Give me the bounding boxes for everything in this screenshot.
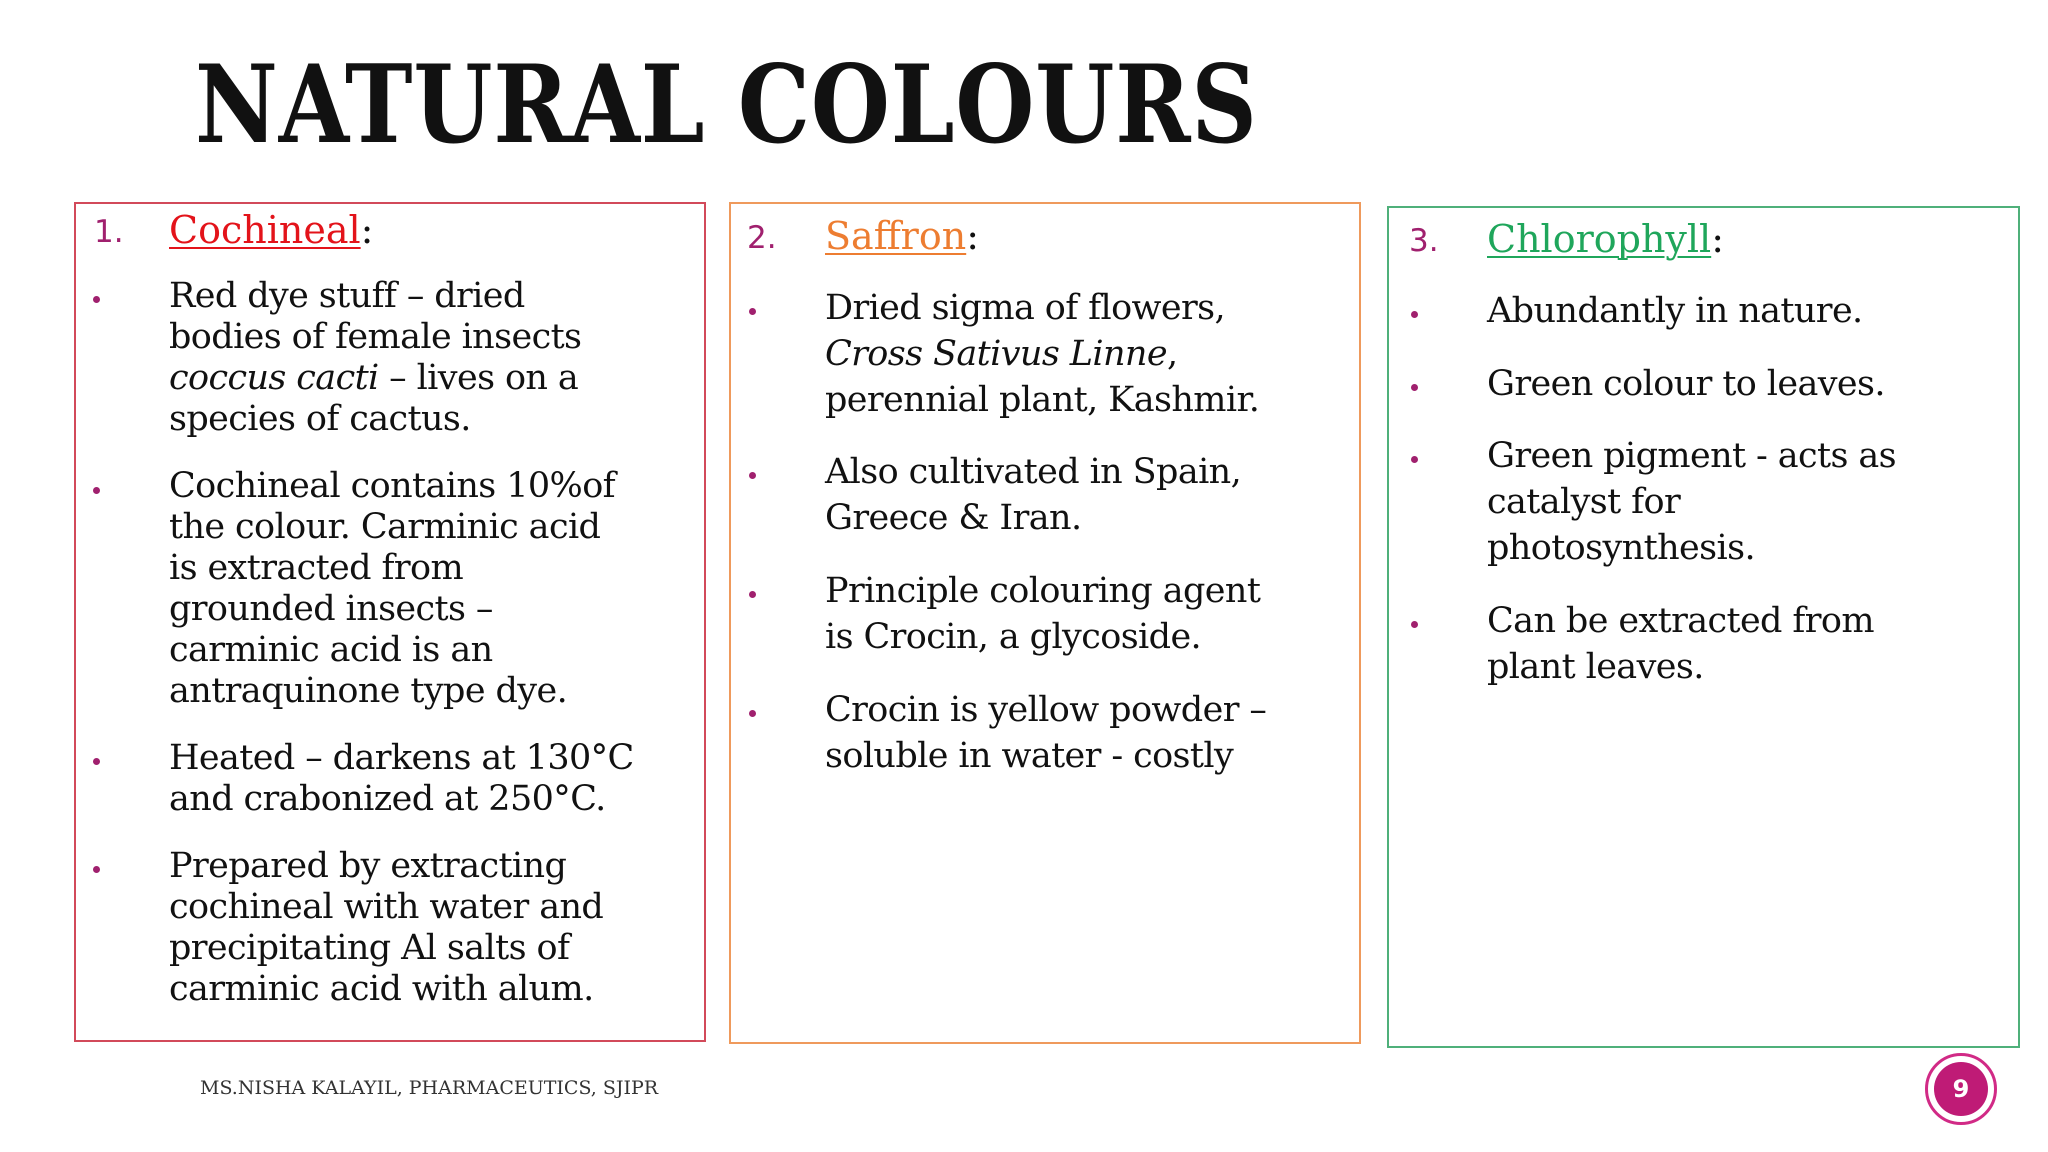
chlorophyll-heading[interactable] [1487,215,1724,263]
bullet-line: carminic acid is an [169,630,493,670]
species-name: Cross Sativus Linne [825,334,1167,374]
bullet-text [169,466,615,712]
bullet-line: Cochineal contains 10%of [169,466,616,506]
bullet-icon [1408,618,1420,630]
bullet-line: catalyst for [1487,482,1681,522]
bullet-text [1487,288,1863,334]
heading-colon: : [966,214,980,258]
species-name: coccus cacti [169,358,379,398]
bullet-icon [746,305,758,317]
bullet-line: Prepared by extracting [169,846,567,886]
bullet-line: Can be extracted from [1487,601,1874,641]
bullet-line [825,331,1259,377]
bullet-line: grounded insects – [169,589,493,629]
page-number-badge [1925,1053,1997,1125]
bullet-line: Also cultivated in Spain, [825,452,1242,492]
bullet-icon [90,484,102,496]
bullet-line: Green colour to leaves. [1487,364,1885,404]
bullet-line: Dried sigma of flowers, [825,288,1226,328]
bullet-icon [90,755,102,767]
bullet-text [825,687,1266,779]
slide-footer: MS.NISHA KALAYIL, PHARMACEUTICS, SJIPR [200,1077,659,1099]
bullet-line [169,358,581,399]
bullet-icon [90,863,102,875]
bullet-line: photosynthesis. [1487,528,1755,568]
bullet-line: Abundantly in nature. [1487,291,1863,331]
cochineal-link[interactable]: Cochineal [169,208,361,252]
bullet-line: Crocin is yellow powder – [825,690,1267,730]
bullet-line: and crabonized at 250°C. [169,779,606,819]
bullet-line: is extracted from [169,548,464,588]
list-number: 3. [1409,223,1439,259]
bullet-line: carminic acid with alum. [169,969,594,1009]
bullet-line: plant leaves. [1487,647,1704,687]
bullet-icon [1408,308,1420,320]
list-number: 2. [747,220,777,256]
bullet-line: Green pigment - acts as [1487,436,1897,476]
bullet-text [825,449,1241,541]
bullet-line-tail: , [1166,334,1178,374]
bullet-text [1487,361,1885,407]
slide-title: NATURAL COLOURS [195,42,1258,168]
bullet-line: Principle colouring agent [825,571,1261,611]
bullet-line: is Crocin, a glycoside. [825,617,1202,657]
bullet-line: Red dye stuff – dried [169,276,525,316]
bullet-line: Heated – darkens at 130°C [169,738,634,778]
bullet-text [825,568,1260,660]
heading-colon: : [1711,217,1725,261]
bullet-icon [746,707,758,719]
list-number: 1. [94,214,124,250]
bullet-line: precipitating Al salts of [169,928,570,968]
bullet-text [169,738,634,820]
bullet-text [169,846,603,1010]
bullet-icon [746,469,758,481]
bullet-line: bodies of female insects [169,317,582,357]
cochineal-heading[interactable] [169,206,373,254]
bullet-line: antraquinone type dye. [169,671,568,711]
bullet-line: perennial plant, Kashmir. [825,380,1260,420]
bullet-text [1487,433,1896,571]
bullet-line: cochineal with water and [169,887,604,927]
page-number: 9 [1934,1062,1988,1116]
bullet-icon [90,293,102,305]
bullet-text [169,276,581,440]
heading-colon: : [360,208,374,252]
bullet-line: Greece & Iran. [825,498,1082,538]
saffron-heading[interactable] [825,212,979,260]
bullet-text [825,285,1259,423]
bullet-line: the colour. Carminic acid [169,507,601,547]
chlorophyll-link[interactable]: Chlorophyll [1487,217,1712,261]
bullet-icon [746,588,758,600]
bullet-line: species of cactus. [169,399,471,439]
bullet-line: soluble in water - costly [825,736,1234,776]
bullet-line-tail: – lives on a [378,358,579,398]
bullet-icon [1408,381,1420,393]
saffron-link[interactable]: Saffron [825,214,967,258]
bullet-text [1487,598,1874,690]
bullet-icon [1408,453,1420,465]
